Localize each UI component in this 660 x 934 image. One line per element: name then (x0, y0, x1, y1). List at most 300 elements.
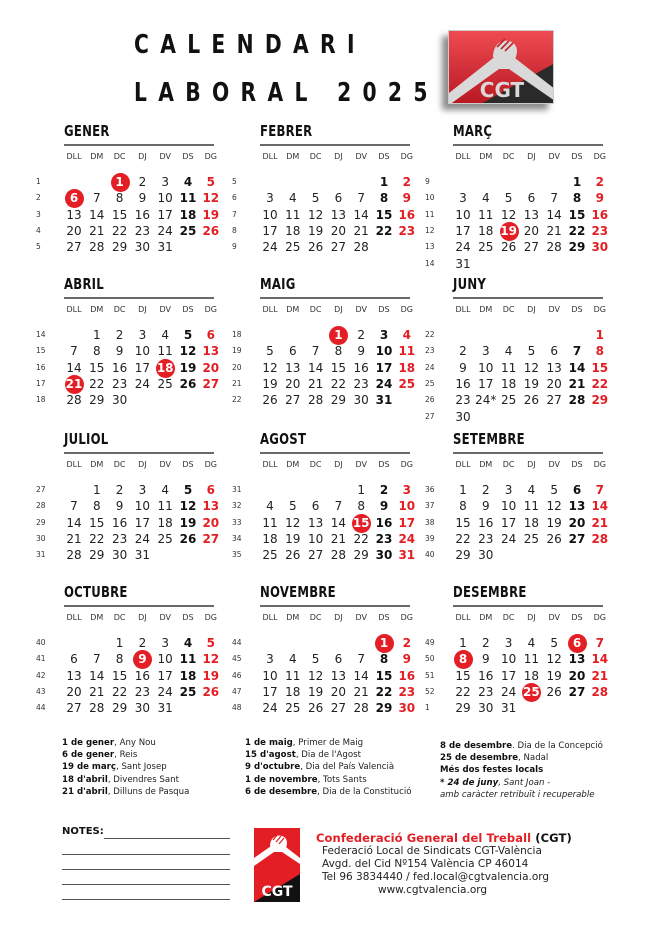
day-cell: 14 (66, 515, 82, 530)
day-cell: 19 (523, 376, 540, 391)
week-number: 24 (425, 362, 435, 372)
day-cell: 8 (379, 652, 389, 667)
week-number: 46 (232, 670, 242, 680)
day-cell: 1 (459, 636, 467, 650)
website-link[interactable]: www.cgtvalencia.org (378, 884, 488, 896)
weekday-header: DJ (334, 460, 343, 469)
day-cell: 18 (523, 515, 540, 530)
weekday-header: DS (571, 305, 583, 314)
day-cell: 5 (527, 344, 536, 359)
day-cell: 10 (134, 344, 151, 359)
weekday-header: DG (400, 613, 413, 622)
day-cell: 28 (546, 240, 562, 255)
holiday-item: 19 de març, Sant Josep (62, 762, 167, 773)
weekday-header: DM (479, 305, 493, 314)
notes-line[interactable] (62, 884, 230, 885)
holiday-item: 8 de desembre. Dia de la Concepció (440, 741, 603, 751)
day-cell: 3 (504, 636, 513, 650)
day-cell: 28 (591, 684, 609, 699)
day-cell: 9 (379, 499, 389, 514)
month-title: OCTUBRE (64, 583, 128, 601)
week-number: 11 (425, 209, 435, 219)
weekday-header: DG (593, 305, 606, 314)
holiday-item: 6 de gener, Reis (62, 750, 138, 761)
day-cell: 30 (111, 393, 128, 408)
day-cell: 30 (134, 701, 151, 716)
month-divider (453, 144, 603, 146)
day-cell: 25 (285, 240, 301, 255)
day-cell: 13 (546, 360, 562, 375)
day-cell: 25 (523, 531, 540, 546)
day-cell: 9 (595, 191, 604, 206)
day-cell: 6 (311, 499, 320, 514)
day-cell: 9 (357, 344, 365, 359)
holiday-item: 15 d'agost, Dia de l'Agost (245, 750, 361, 761)
day-cell: 19 (307, 223, 324, 238)
day-cell: 15 (375, 668, 393, 683)
day-cell: 5 (550, 636, 558, 650)
day-cell: 22 (89, 531, 105, 546)
day-cell: 23 (478, 531, 494, 546)
day-cell: 4 (481, 191, 490, 206)
holiday-list-column-3 (440, 740, 603, 801)
day-cell: 13 (568, 652, 586, 667)
weekday-header: DLL (455, 613, 471, 622)
week-number: 18 (36, 395, 46, 405)
day-cell: 4 (161, 328, 169, 342)
day-cell: 2 (138, 636, 147, 650)
day-cell: 27 (66, 240, 82, 255)
day-cell: 13 (523, 207, 540, 222)
day-cell: 16 (375, 515, 393, 530)
day-cell: 28 (353, 240, 369, 255)
day-cell: 6 (334, 652, 343, 667)
day-cell: 4 (161, 483, 169, 497)
holiday-day-cell: 18 (154, 361, 176, 376)
day-cell: 31 (500, 701, 517, 716)
day-cell: 17 (500, 668, 517, 683)
weekday-header: DC (309, 305, 322, 314)
day-cell: 24 (134, 376, 151, 391)
day-cell: 20 (66, 684, 82, 699)
day-cell: 12 (546, 652, 562, 667)
day-cell: 27 (330, 240, 347, 255)
day-cell: 5 (550, 483, 558, 497)
day-cell: 13 (66, 668, 82, 683)
month-març (425, 122, 609, 272)
day-cell: 20 (202, 515, 220, 530)
month-divider (453, 297, 603, 299)
weekday-header: DC (113, 152, 126, 161)
month-title: ABRIL (64, 275, 104, 293)
day-cell: 28 (89, 240, 105, 255)
weekday-header: DJ (138, 613, 147, 622)
week-number: 41 (36, 654, 46, 664)
holiday-day-cell: 6 (63, 191, 85, 206)
day-cell: 12 (285, 515, 301, 530)
weekday-header: DM (286, 152, 300, 161)
day-cell: 19 (179, 360, 197, 375)
day-cell: 25 (500, 393, 517, 408)
day-cell: 23 (398, 223, 416, 238)
weekday-header: DM (90, 305, 104, 314)
day-cell: 26 (202, 684, 220, 699)
weekday-header: DV (548, 305, 560, 314)
week-number: 14 (36, 330, 46, 339)
day-cell: 19 (202, 207, 220, 222)
day-cell: 31 (375, 393, 393, 408)
month-title: MARÇ (453, 122, 493, 140)
week-number: 36 (425, 485, 435, 494)
day-cell: 11 (478, 207, 494, 222)
week-number: 29 (36, 517, 46, 527)
month-divider (260, 297, 410, 299)
day-cell: 21 (89, 684, 105, 699)
day-cell: 3 (266, 652, 274, 667)
day-cell: 16 (134, 668, 151, 683)
address-line: Avgd. del Cid Nº154 València CP 46014 (322, 858, 529, 870)
week-number: 5 (36, 242, 41, 252)
day-cell: 1 (92, 328, 101, 342)
weekday-header: DV (355, 460, 367, 469)
contact-line[interactable]: Tel 96 3834440 / fed.local@cgtvalencia.org (322, 871, 550, 883)
day-cell: 10 (375, 344, 393, 359)
month-novembre (232, 583, 416, 733)
day-cell: 24 (157, 223, 173, 238)
week-number: 5 (232, 177, 237, 186)
day-cell: 3 (266, 191, 274, 206)
weekday-header: DLL (262, 613, 278, 622)
weekday-header: DLL (262, 460, 278, 469)
day-cell: 7 (70, 499, 78, 514)
day-cell: 17 (134, 515, 151, 530)
day-cell: 11 (157, 344, 173, 359)
day-cell: 7 (595, 483, 604, 497)
weekday-header: DV (159, 305, 171, 314)
local-holidays-note: Més dos festes locals (440, 765, 544, 776)
day-cell: 28 (89, 701, 105, 716)
day-cell: 8 (115, 652, 124, 667)
day-cell: 24 (500, 531, 517, 546)
holiday-list-column-1 (62, 737, 189, 798)
day-cell: 10 (455, 207, 471, 222)
day-cell: 7 (92, 191, 101, 206)
weekday-header: DS (182, 613, 194, 622)
day-cell: 18 (500, 376, 517, 391)
month-title: AGOST (260, 430, 307, 448)
day-cell: 2 (481, 483, 490, 497)
week-number: 7 (232, 209, 237, 219)
day-cell: 4 (402, 328, 411, 342)
day-cell: 22 (89, 376, 105, 391)
weekday-header: DC (502, 305, 515, 314)
day-cell: 26 (262, 393, 278, 408)
week-number: 31 (36, 550, 46, 560)
day-cell: 22 (568, 223, 586, 238)
month-agost (232, 430, 416, 580)
day-cell: 19 (179, 515, 197, 530)
month-juny (425, 275, 609, 425)
day-cell: 6 (206, 328, 215, 342)
day-cell: 22 (591, 376, 609, 391)
day-cell: 26 (546, 684, 562, 699)
week-number: 48 (232, 703, 242, 713)
day-cell: 14 (66, 360, 82, 375)
week-number: 16 (36, 362, 46, 372)
day-cell: 2 (115, 328, 124, 342)
day-cell: 7 (572, 344, 582, 359)
week-number: 13 (425, 242, 435, 252)
day-cell: 16 (398, 207, 416, 222)
day-cell: 20 (330, 223, 347, 238)
holiday-item: 21 d'abril, Dilluns de Pasqua (62, 786, 190, 797)
week-number: 9 (232, 242, 237, 252)
weekday-header: DM (479, 460, 493, 469)
day-cell: 18 (285, 684, 301, 699)
weekday-header: DJ (138, 460, 147, 469)
day-cell: 12 (307, 668, 324, 683)
weekday-header: DG (204, 152, 217, 161)
day-cell: 1 (92, 483, 101, 497)
weekday-header: DJ (334, 152, 343, 161)
week-number: 26 (425, 395, 435, 405)
notes-label: NOTES: (62, 826, 104, 837)
day-cell: 21 (353, 684, 369, 699)
day-cell: 9 (115, 344, 124, 359)
day-cell: 7 (311, 344, 320, 359)
day-cell: 12 (202, 652, 220, 667)
day-cell: 13 (568, 499, 586, 514)
day-cell: 19 (546, 515, 562, 530)
weekday-header: DJ (138, 305, 147, 314)
day-cell: 22 (375, 684, 393, 699)
day-cell: 20 (568, 515, 586, 530)
day-cell: 11 (398, 344, 416, 359)
week-number: 22 (232, 395, 242, 405)
month-title: SETEMBRE (453, 430, 525, 448)
day-cell: 25 (157, 376, 173, 391)
day-cell: 5 (183, 483, 193, 497)
day-cell: 16 (398, 668, 416, 683)
day-cell: 29 (455, 701, 471, 716)
day-cell: 14 (353, 668, 369, 683)
day-cell: 31 (157, 701, 173, 716)
day-cell: 16 (478, 668, 494, 683)
day-cell: 15 (111, 207, 128, 222)
day-cell: 9 (402, 191, 411, 206)
day-cell: 2 (595, 175, 604, 189)
day-cell: 11 (285, 207, 301, 222)
week-number: 9 (425, 177, 430, 186)
day-cell: 29 (568, 240, 586, 255)
weekday-header: DLL (66, 613, 82, 622)
day-cell: 30 (478, 548, 494, 563)
weekday-header: DV (548, 152, 560, 161)
day-cell: 23 (375, 531, 393, 546)
day-cell: 29 (455, 548, 471, 563)
notes-line[interactable] (62, 854, 230, 855)
day-cell: 2 (459, 344, 467, 359)
week-number: 23 (425, 346, 435, 356)
week-number: 8 (232, 225, 237, 235)
day-cell: 11 (179, 652, 197, 667)
week-number: 2 (36, 193, 41, 203)
week-number: 47 (232, 686, 242, 696)
week-number: 49 (425, 638, 435, 647)
holiday-item: 18 d'abril, Divendres Sant (62, 774, 179, 785)
weekday-header: DJ (334, 613, 343, 622)
day-cell: 29 (591, 393, 609, 408)
weekday-header: DS (378, 460, 390, 469)
day-cell: 28 (330, 548, 347, 563)
day-cell: 11 (262, 515, 278, 530)
day-cell: 10 (262, 668, 278, 683)
month-maig (232, 275, 416, 425)
day-cell: 9 (459, 360, 467, 375)
day-cell: 13 (202, 344, 220, 359)
cgt-logo-header (448, 30, 554, 104)
day-cell: 24 (134, 531, 151, 546)
month-juliol (36, 430, 220, 580)
day-cell: 22 (455, 531, 471, 546)
day-cell: 5 (266, 344, 274, 359)
day-cell: 24 (262, 701, 278, 716)
day-cell: 9 (402, 652, 411, 667)
day-cell: 11 (179, 191, 197, 206)
weekday-header: DG (593, 613, 606, 622)
day-cell: 7 (92, 652, 101, 667)
weekday-header: DV (548, 460, 560, 469)
day-cell: 29 (375, 701, 393, 716)
notes-line[interactable] (104, 838, 230, 839)
weekday-header: DS (182, 460, 194, 469)
week-number: 52 (425, 686, 435, 696)
weekday-header: DS (571, 152, 583, 161)
month-title: FEBRER (260, 122, 313, 140)
weekday-header: DV (355, 305, 367, 314)
day-cell: 10 (500, 652, 517, 667)
weekday-header: DLL (455, 152, 471, 161)
weekday-header: DLL (66, 460, 82, 469)
month-divider (64, 452, 214, 454)
month-divider (453, 605, 603, 607)
weekday-header: DM (90, 152, 104, 161)
day-cell: 30 (398, 701, 416, 716)
day-cell: 16 (455, 376, 471, 391)
day-cell: 7 (334, 499, 343, 514)
weekday-header: DC (502, 460, 515, 469)
day-cell: 31 (134, 548, 151, 563)
day-cell: 5 (504, 191, 513, 206)
day-cell: 6 (334, 191, 343, 206)
day-cell: 13 (202, 499, 220, 514)
day-cell: 15 (568, 207, 586, 222)
day-cell: 29 (111, 240, 128, 255)
notes-line[interactable] (62, 899, 230, 900)
day-cell: 3 (161, 175, 169, 189)
day-cell: 22 (111, 223, 128, 238)
week-number: 12 (425, 225, 435, 235)
week-number: 40 (36, 638, 46, 647)
day-cell: 17 (262, 223, 278, 238)
holiday-item: 1 de gener, Any Nou (62, 738, 156, 748)
week-number: 35 (232, 550, 242, 560)
day-cell: 23 (111, 531, 128, 546)
day-cell: 21 (546, 223, 562, 238)
week-number: 31 (232, 485, 242, 494)
day-cell: 4 (183, 636, 193, 650)
day-cell: 30 (375, 548, 393, 563)
day-cell: 5 (311, 652, 320, 667)
month-divider (64, 297, 214, 299)
week-number: 45 (232, 654, 242, 664)
holiday-day-cell: 19 (498, 224, 520, 239)
day-cell: 9 (138, 191, 147, 206)
day-cell: 20 (546, 376, 562, 391)
day-cell: 19 (262, 376, 278, 391)
day-cell: 10 (307, 531, 324, 546)
organization-name: Confederació General del Treball (CGT) (316, 831, 572, 845)
day-cell: 16 (478, 515, 494, 530)
week-number: 40 (425, 550, 435, 560)
day-cell: 30 (591, 240, 609, 255)
day-cell: 14 (89, 207, 105, 222)
day-cell: 28 (66, 548, 82, 563)
weekday-header: DV (548, 613, 560, 622)
day-cell: 10 (500, 499, 517, 514)
holiday-day-cell: 21 (63, 377, 85, 392)
day-cell: 18 (179, 668, 197, 683)
day-cell: 3 (481, 344, 490, 359)
weekday-header: DS (182, 152, 194, 161)
day-cell: 8 (357, 499, 365, 514)
weekday-header: DV (159, 613, 171, 622)
day-cell: 3 (379, 328, 389, 342)
day-cell: 12 (179, 344, 197, 359)
day-cell: 18 (157, 515, 173, 530)
weekday-header: DJ (527, 613, 536, 622)
day-cell: 27 (330, 701, 347, 716)
day-cell: 24 (157, 684, 173, 699)
week-number: 32 (232, 501, 242, 511)
weekday-header: DS (571, 460, 583, 469)
cgt-fist-logo-icon (254, 828, 300, 902)
day-cell: 3 (504, 483, 513, 497)
weekday-header: DS (571, 613, 583, 622)
day-cell: 21 (330, 531, 347, 546)
day-cell: 5 (206, 636, 215, 650)
day-cell: 6 (572, 483, 582, 497)
day-cell: 15 (455, 515, 471, 530)
day-cell: 8 (334, 344, 343, 359)
week-number: 17 (36, 378, 46, 388)
day-cell: 15 (375, 207, 393, 222)
day-cell: 14 (353, 207, 369, 222)
day-cell: 8 (572, 191, 582, 206)
month-abril (36, 275, 220, 425)
notes-line[interactable] (62, 869, 230, 870)
month-desembre (425, 583, 609, 733)
day-cell: 23 (591, 223, 609, 238)
day-cell: 21 (353, 223, 369, 238)
day-cell: 2 (402, 636, 411, 650)
day-cell: 25 (262, 548, 278, 563)
day-cell: 26 (500, 240, 517, 255)
day-cell: 7 (70, 344, 78, 359)
month-divider (260, 452, 410, 454)
weekday-header: DS (182, 305, 194, 314)
day-cell: 12 (500, 207, 517, 222)
